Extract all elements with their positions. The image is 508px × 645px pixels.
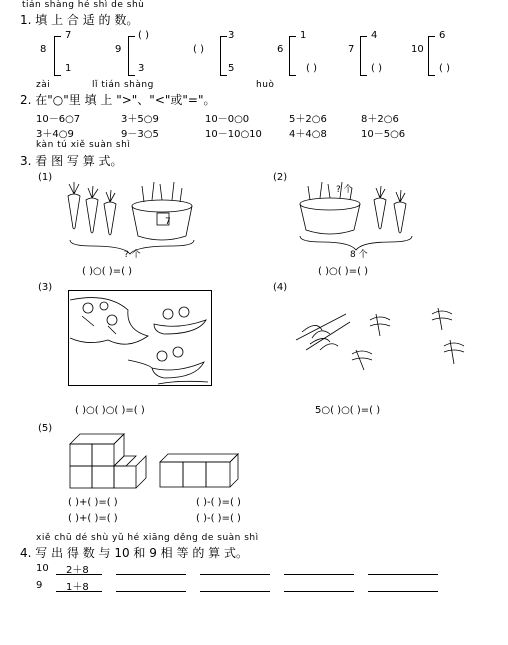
target-number: 9 (36, 580, 43, 591)
compare-expr[interactable]: 10－5○6 (361, 129, 406, 140)
equation-sub-1[interactable]: ( )-( )=( ) (196, 497, 241, 508)
total-value: 10 (411, 44, 424, 55)
pinyin-q1: tián shàng hé shì de shù (22, 0, 145, 10)
sub-label-4: (4) (273, 282, 288, 293)
total-unknown-label: ? 个 (124, 250, 141, 260)
answer-line[interactable] (200, 574, 270, 575)
pinyin-li-tian-shang: lǐ tián shàng (92, 80, 154, 90)
total-value: 7 (348, 44, 355, 55)
compare-expr[interactable]: 4＋4○8 (289, 129, 327, 140)
split-brace (128, 36, 135, 76)
pinyin-q3: kàn tú xiě suàn shì (36, 140, 131, 150)
part-top-blank[interactable]: ( ) (138, 30, 149, 41)
compare-expr[interactable]: 5＋2○6 (289, 114, 327, 125)
question-3-title: 3. 看 图 写 算 式。 (20, 154, 123, 168)
monkey-boat-picture (68, 290, 212, 386)
answer-line[interactable] (284, 574, 354, 575)
equation-sub-2[interactable]: ( )-( )=( ) (196, 513, 241, 524)
question-2-title: 2. 在"○"里 填 上 ">"、"<"或"="。 (20, 93, 216, 107)
part-bottom: 3 (138, 63, 145, 74)
split-brace (360, 36, 367, 76)
equation-blank-1[interactable]: ( )○( )=( ) (82, 266, 133, 277)
answer-line[interactable] (116, 591, 186, 592)
answer-line (56, 574, 102, 575)
part-top: 1 (300, 30, 307, 41)
question-mark-label: ? 个 (336, 185, 353, 195)
split-brace (54, 36, 61, 76)
part-bottom-blank[interactable]: ( ) (371, 63, 382, 74)
split-brace (220, 36, 227, 76)
part-top: 4 (371, 30, 378, 41)
total-blank[interactable]: ( ) (193, 44, 204, 55)
part-top: 6 (439, 30, 446, 41)
compare-expr[interactable]: 8＋2○6 (361, 114, 399, 125)
part-top: 7 (65, 30, 72, 41)
carrot-picture-2 (296, 178, 426, 258)
equation-add-2[interactable]: ( )+( )=( ) (68, 513, 118, 524)
answer-line[interactable] (284, 591, 354, 592)
compare-expr[interactable]: 9－3○5 (121, 129, 159, 140)
answer-line (56, 591, 102, 592)
equation-blank-2[interactable]: ( )○( )=( ) (318, 266, 369, 277)
compare-expr[interactable]: 3＋4○9 (36, 129, 74, 140)
question-1-title: 1. 填 上 合 适 的 数。 (20, 13, 139, 27)
sub-label-5: (5) (38, 423, 53, 434)
question-4-title: 4. 写 出 得 数 与 10 和 9 相 等 的 算 式。 (20, 546, 248, 560)
part-bottom-blank[interactable]: ( ) (439, 63, 450, 74)
equation-blank-4[interactable]: 5○( )○( )=( ) (315, 405, 381, 416)
split-brace (428, 36, 435, 76)
basket-number: 7 (165, 217, 171, 227)
cube-blocks-picture (68, 432, 238, 490)
part-bottom: 1 (65, 63, 72, 74)
total-value: 9 (115, 44, 122, 55)
answer-line[interactable] (368, 591, 438, 592)
example-equation: 2＋8 (66, 565, 89, 576)
dragonfly-picture (290, 300, 480, 375)
split-brace (289, 36, 296, 76)
total-known-label: 8 个 (350, 250, 368, 260)
answer-line[interactable] (368, 574, 438, 575)
equation-add-1[interactable]: ( )+( )=( ) (68, 497, 118, 508)
total-value: 6 (277, 44, 284, 55)
part-bottom-blank[interactable]: ( ) (306, 63, 317, 74)
total-value: 8 (40, 44, 47, 55)
compare-expr[interactable]: 10－10○10 (205, 129, 262, 140)
pinyin-zai: zài (36, 80, 51, 90)
example-equation: 1＋8 (66, 582, 89, 593)
part-bottom: 5 (228, 63, 235, 74)
pinyin-huo: huò (256, 80, 275, 90)
compare-expr[interactable]: 10－6○7 (36, 114, 81, 125)
sub-label-3: (3) (38, 282, 53, 293)
equation-blank-3[interactable]: ( )○( )○( )=( ) (75, 405, 145, 416)
pinyin-q4: xiě chū dé shù yǔ hé xiāng děng de suàn shì (36, 533, 259, 543)
compare-expr[interactable]: 10－0○0 (205, 114, 250, 125)
sub-label-2: (2) (273, 172, 288, 183)
part-top: 3 (228, 30, 235, 41)
answer-line[interactable] (200, 591, 270, 592)
answer-line[interactable] (116, 574, 186, 575)
target-number: 10 (36, 563, 49, 574)
sub-label-1: (1) (38, 172, 53, 183)
compare-expr[interactable]: 3＋5○9 (121, 114, 159, 125)
